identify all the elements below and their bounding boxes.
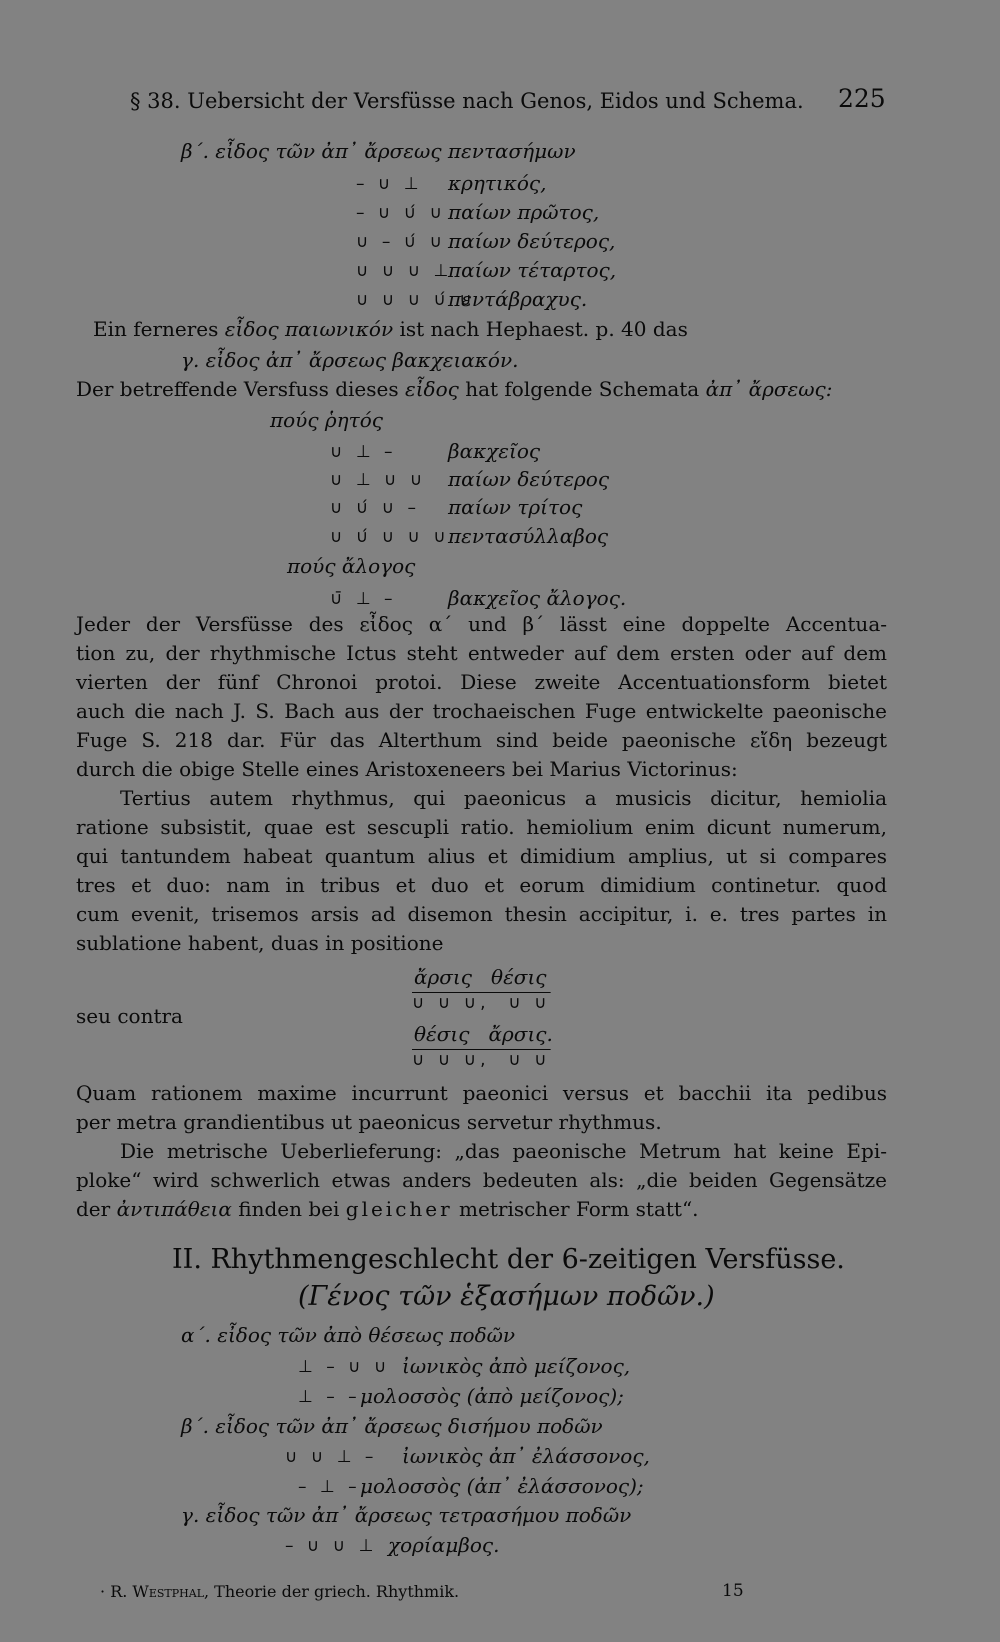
paragraph-line: Quam rationem maxime incurrunt paeonici versus et bacchii ita pedibus xyxy=(76,1081,887,1105)
paragraph-line: per metra grandientibus ut paeonicus servetur rhythmus. xyxy=(76,1110,662,1134)
paragraph-line: Ein ferneres εἶδος παιωνικόν ist nach Hephaest. p. 40 das xyxy=(93,317,688,341)
meter-scheme: ∪ ∪ ∪ ⊥ xyxy=(356,261,453,281)
footer-line: · R. Westphal, Theorie der griech. Rhythmik. xyxy=(100,1582,460,1601)
meter-scheme: ∪ ∪́ ∪ – xyxy=(330,498,421,518)
section-title: II. Rhythmengeschlecht der 6-zeitigen Versfüsse. xyxy=(172,1244,845,1275)
latin-line: ratione subsistit, quae est sescupli ratio. hemiolium enim dicunt numerum, xyxy=(76,815,887,839)
paragraph-line: Der betreffende Versfuss dieses εἶδος hat folgende Schemata ἀπ᾽ ἄρσεως: xyxy=(76,377,833,401)
meter-scheme: – ⊥ – xyxy=(298,1477,361,1497)
latin-line: Tertius autem rhythmus, qui paeonicus a musicis dicitur, hemiolia xyxy=(120,786,887,810)
meter-scheme: ⊥ – – xyxy=(298,1387,361,1407)
signature-mark: 15 xyxy=(722,1581,744,1601)
foot-name: πεντάβραχυς. xyxy=(448,287,588,311)
foot-name: κρητικός, xyxy=(448,171,547,195)
meter-scheme: ∪ ∪ ⊥ – xyxy=(285,1447,378,1467)
foot-name: βακχεῖος ἄλογος. xyxy=(448,586,627,610)
foot-name: ἰωνικὸς ἀπ᾽ ἐλάσσονος, xyxy=(402,1444,650,1468)
page-number: 225 xyxy=(838,84,886,113)
foot-name: παίων τρίτος xyxy=(448,495,583,519)
section-subtitle: (Γένος τῶν ἑξασήμων ποδῶν.) xyxy=(298,1281,715,1312)
scheme-words: θέσις ἄρσις. xyxy=(414,1022,553,1046)
eidos-beta-heading-2: β΄. εἶδος τῶν ἀπ᾽ ἄρσεως δισήμου ποδῶν xyxy=(181,1414,603,1438)
footer-author: R. Westphal xyxy=(110,1582,204,1601)
meter-scheme: ∪ ∪́ ∪ ∪ ∪ xyxy=(330,527,450,547)
paragraph-line: vierten der fünf Chronoi protoi. Diese zweite Accentuationsform bietet xyxy=(76,670,887,694)
foot-name: ἰωνικὸς ἀπὸ μείζονος, xyxy=(402,1354,631,1378)
meter-scheme: – ∪ ∪ ⊥ xyxy=(285,1536,378,1556)
meter-scheme: ∪ ⊥ – xyxy=(330,442,397,462)
latin-line: tres et duo: nam in tribus et duo et eorum dimidium continetur. quod xyxy=(76,873,887,897)
eidos-beta-heading: β΄. εἶδος τῶν ἀπ᾽ ἄρσεως πεντασήμων xyxy=(181,139,576,163)
meter-scheme: ⊥ – ∪ ∪ xyxy=(298,1357,391,1377)
pous-alogos-label: πούς ἄλογος xyxy=(287,554,416,578)
latin-line: qui tantundem habeat quantum alius et dimidium amplius, ut si compares xyxy=(76,844,887,868)
foot-name: πεντασύλλαβος xyxy=(448,524,609,548)
paragraph-line: der ἀντιπάθεια finden bei gleicher metrischer Form statt“. xyxy=(76,1197,699,1221)
foot-name: παίων δεύτερος xyxy=(448,467,610,491)
foot-name: χορίαμβος. xyxy=(388,1533,500,1557)
running-head: § 38. Uebersicht der Versfüsse nach Genos, Eidos und Schema. xyxy=(130,89,804,113)
scheme-marks: ∪ ∪ ∪, ∪ ∪ xyxy=(412,1050,551,1070)
eidos-gamma-heading: γ. εἶδος ἀπ᾽ ἄρσεως βακχειακόν. xyxy=(181,348,519,372)
paragraph-line: tion zu, der rhythmische Ictus steht entweder auf dem ersten oder auf dem xyxy=(76,641,887,665)
paragraph-line: auch die nach J. S. Bach aus der trochaeischen Fuge entwickelte paeonische xyxy=(76,699,887,723)
foot-name: παίων τέταρτος, xyxy=(448,258,617,282)
eidos-gamma-heading-2: γ. εἶδος τῶν ἀπ᾽ ἄρσεως τετρασήμου ποδῶν xyxy=(181,1503,632,1527)
paragraph-line: Die metrische Ueberlieferung: „das paeonische Metrum hat keine Epi- xyxy=(120,1139,887,1163)
paragraph-line: durch die obige Stelle eines Aristoxeneers bei Marius Victorinus: xyxy=(76,757,738,781)
paragraph-line: Jeder der Versfüsse des εἶδος α΄ und β΄ lässt eine doppelte Accentua- xyxy=(76,612,887,636)
foot-name: παίων δεύτερος, xyxy=(448,229,616,253)
foot-name: βακχεῖος xyxy=(448,439,541,463)
meter-scheme: ∪ ∪ ∪ ∪́ ∪ xyxy=(356,290,476,310)
paragraph-line: ploke“ wird schwerlich etwas anders bedeuten als: „die beiden Gegensätze xyxy=(76,1168,887,1192)
meter-scheme: – ∪ ∪́ ∪ xyxy=(356,203,447,223)
meter-scheme: – ∪ ⊥ xyxy=(356,174,423,194)
foot-name: παίων πρῶτος, xyxy=(448,200,600,224)
meter-scheme: ∪ – ∪́ ∪ xyxy=(356,232,447,252)
eidos-alpha-heading: α΄. εἶδος τῶν ἀπὸ θέσεως ποδῶν xyxy=(181,1323,516,1347)
meter-scheme: ∪ ⊥ ∪ ∪ xyxy=(330,470,427,490)
paragraph-line: Fuge S. 218 dar. Für das Alterthum sind beide paeonische εἴδη bezeugt xyxy=(76,728,887,752)
foot-name: μολοσσὸς (ἀπ᾽ ἐλάσσονος); xyxy=(360,1474,644,1498)
foot-name: μολοσσὸς (ἀπὸ μείζονος); xyxy=(360,1384,624,1408)
latin-line: cum evenit, trisemos arsis ad disemon thesin accipitur, i. e. tres partes in xyxy=(76,902,887,926)
pous-rhetos-label: πούς ῥητός xyxy=(270,408,383,432)
scheme-words: ἄρσις θέσις xyxy=(414,965,547,989)
meter-scheme: ∪̄ ⊥ – xyxy=(330,589,397,609)
latin-line: sublatione habent, duas in positione xyxy=(76,931,444,955)
scheme-marks: ∪ ∪ ∪, ∪ ∪ xyxy=(412,993,551,1013)
footer-book: , Theorie der griech. Rhythmik. xyxy=(204,1582,460,1601)
seu-contra: seu contra xyxy=(76,1004,183,1028)
